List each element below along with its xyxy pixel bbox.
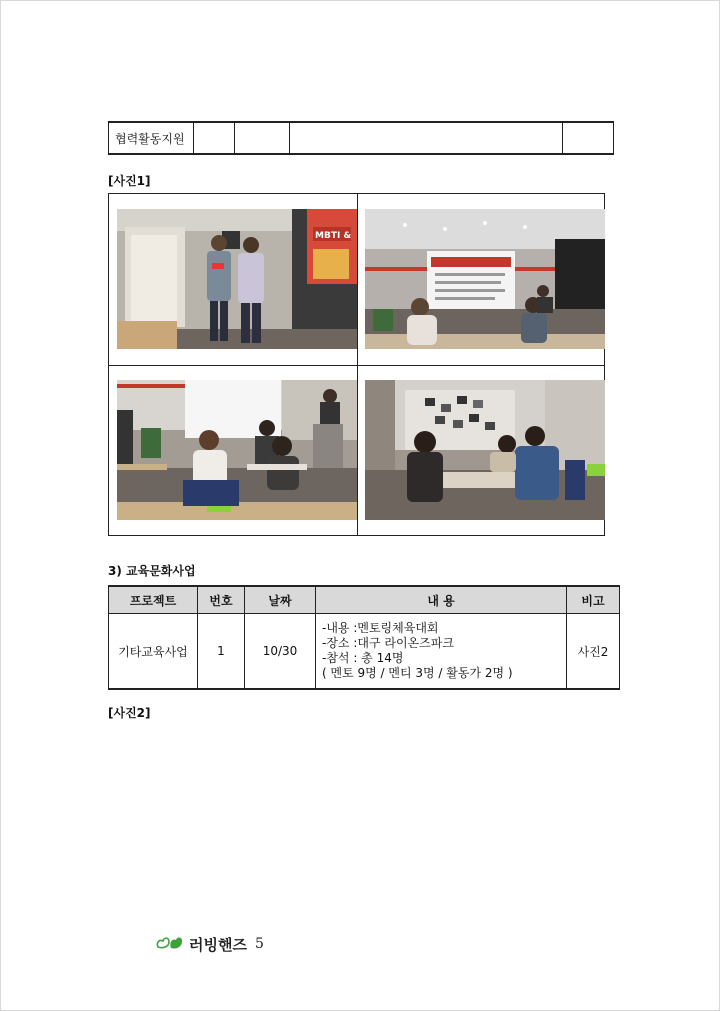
education-table [108, 585, 620, 690]
table-cell [563, 122, 614, 154]
header-content: 내 용 [316, 586, 567, 614]
photo-presenters [117, 209, 357, 349]
photo-label-1: [사진1] [108, 174, 151, 188]
content-line: -장소 :대구 라이온즈파크 [322, 636, 454, 650]
table-row [109, 122, 614, 154]
photo-table-discussion [117, 380, 357, 520]
activity-table [108, 121, 614, 155]
table-cell [290, 122, 563, 154]
table-cell [194, 122, 235, 154]
photo-mentoring [365, 380, 605, 520]
photo-presentation-room [365, 209, 605, 349]
logo-text: 러빙핸즈 [189, 935, 247, 954]
footer [155, 933, 264, 955]
header-project: 프로젝트 [109, 586, 198, 614]
slide-text: MBTI & [315, 231, 352, 241]
project-cell: 기타교육사업 [109, 614, 198, 690]
date-cell: 10/30 [245, 614, 316, 690]
content-line: -내용 :멘토링체육대회 [322, 621, 439, 635]
note-cell: 사진2 [567, 614, 620, 690]
photo-grid [108, 193, 605, 536]
content-line: -참석 : 총 14명 [322, 651, 404, 665]
header-note: 비고 [567, 586, 620, 614]
content-line: ( 멘토 9명 / 멘티 3명 / 활동가 2명 ) [322, 666, 513, 680]
header-number: 번호 [198, 586, 245, 614]
table-header-row [109, 586, 620, 614]
table-row [109, 614, 620, 690]
number-cell: 1 [198, 614, 245, 690]
header-date: 날짜 [245, 586, 316, 614]
table-cell [235, 122, 290, 154]
photo-label-2: [사진2] [108, 706, 151, 720]
page-number: 5 [254, 936, 264, 952]
activity-name-cell: 협력활동지원 [109, 122, 194, 154]
content-cell [316, 614, 567, 690]
clover-logo-icon [155, 933, 185, 955]
section-heading: 3) 교육문화사업 [108, 564, 196, 578]
